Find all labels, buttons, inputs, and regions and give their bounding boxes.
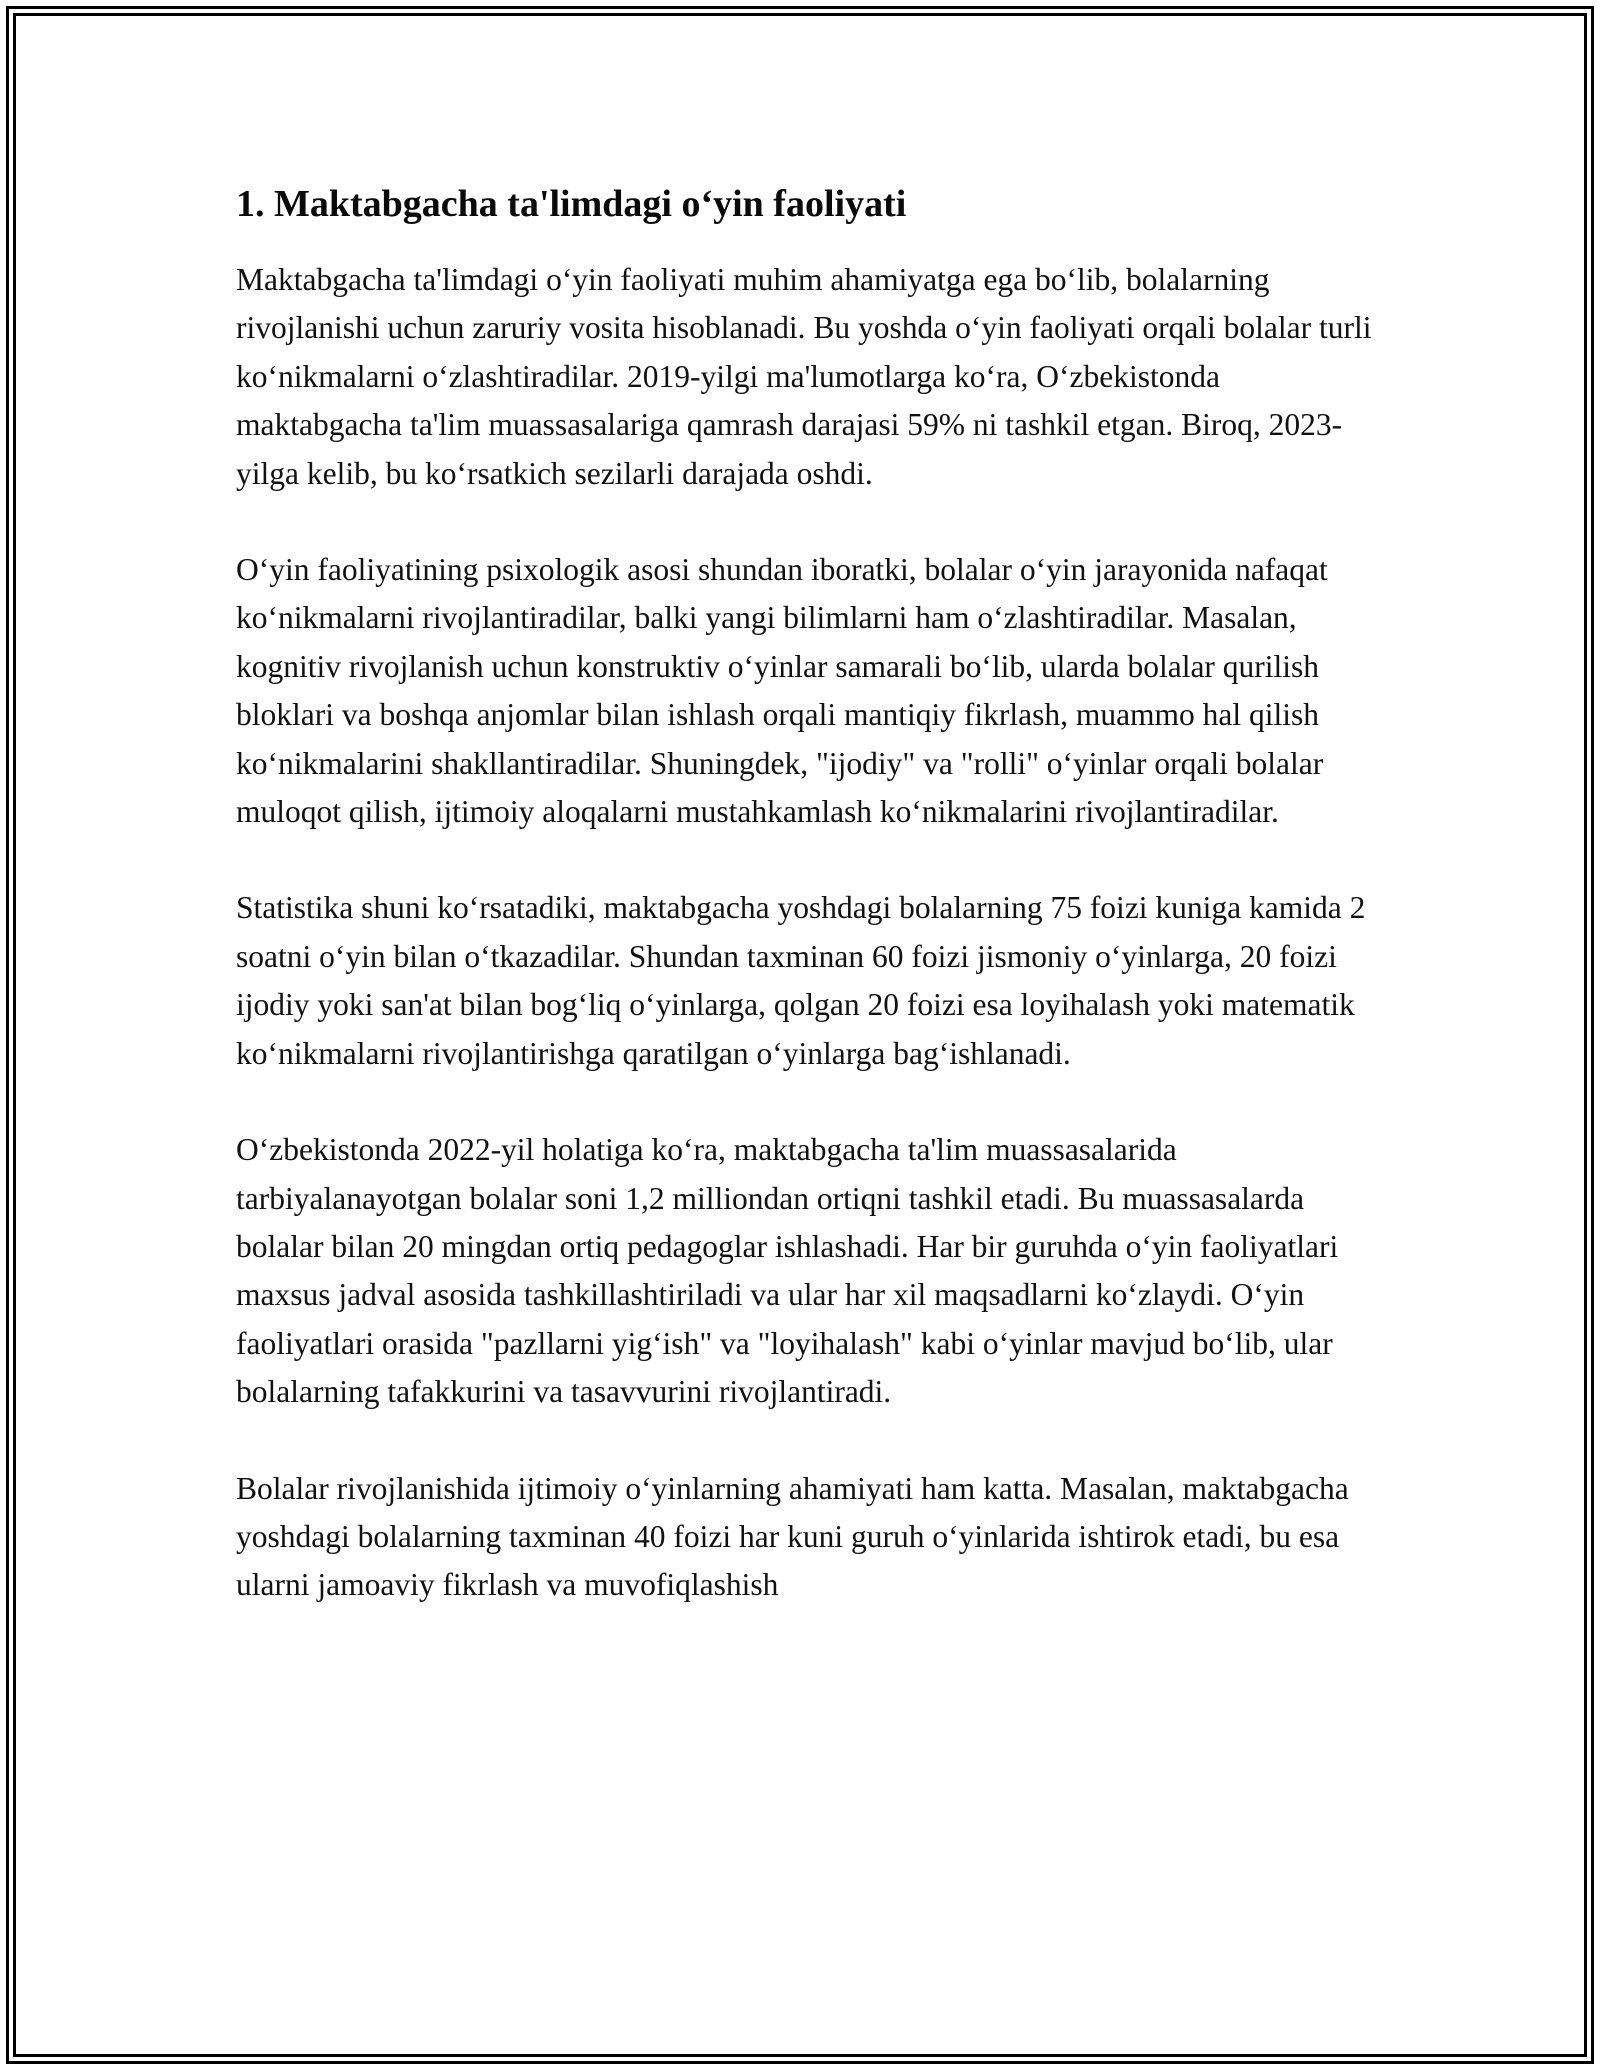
- paragraph-2: O‘yin faoliyatining psixologik asosi shundan iboratki, bolalar o‘yin jarayonida nafaqat ko‘nikmalarni rivojlantiradilar, balki yangi bilimlarni ham o‘zlashtiradilar. Masalan, kognitiv rivojlanish uchun konstruktiv o‘yinlar samarali bo‘lib, ularda bolalar qurilish bloklari va boshqa anjomlar bilan ishlash orqali mantiqiy fikrlash, muammo hal qilish ko‘nikmalarini shakllantiradilar. Shuningdek, "ijodiy" va "rolli" o‘yinlar orqali bolalar muloqot qilish, ijtimoiy aloqalarni mustahkamlash ko‘nikmalarini rivojlantiradilar.: [236, 552, 1328, 830]
- document-body: [236, 180, 1391, 1610]
- paragraph-1: Maktabgacha ta'limdagi o‘yin faoliyati muhim ahamiyatga ega bo‘lib, bolalarning rivojlanishi uchun zaruriy vosita hisoblanadi. Bu yoshda o‘yin faoliyati orqali bolalar turli ko‘nikmalarni o‘zlashtiradilar. 2019-yilgi ma'lumotlarga ko‘ra, O‘zbekistonda maktabgacha ta'lim muassasalariga qamrash darajasi 59% ni tashkil etgan. Biroq, 2023-yilga kelib, bu ko‘rsatkich sezilarli darajada oshdi.: [236, 262, 1372, 491]
- section-heading: 1. Maktabgacha ta'limdagi o‘yin faoliyati: [236, 183, 907, 225]
- paragraph-3: Statistika shuni ko‘rsatadiki, maktabgacha yoshdagi bolalarning 75 foizi kuniga kamida 2 soatni o‘yin bilan o‘tkazadilar. Shundan taxminan 60 foizi jismoniy o‘yinlarga, 20 foizi ijodiy yoki san'at bilan bog‘liq o‘yinlarga, qolgan 20 foizi esa loyihalash yoki matematik ko‘nikmalarni rivojlantirishga qaratilgan o‘yinlarga bag‘ishlanadi.: [236, 890, 1366, 1071]
- paragraph-5: Bolalar rivojlanishida ijtimoiy o‘yinlarning ahamiyati ham katta. Masalan, maktabgacha yoshdagi bolalarning taxminan 40 foizi har kuni guruh o‘yinlarida ishtirok etadi, bu esa ularni jamoaviy fikrlash va muvofiqlashish: [236, 1470, 1349, 1603]
- paragraph-4: O‘zbekistonda 2022-yil holatiga ko‘ra, maktabgacha ta'lim muassasalarida tarbiyalanayotgan bolalar soni 1,2 milliondan ortiqni tashkil etadi. Bu muassasalarda bolalar bilan 20 mingdan ortiq pedagoglar ishlashadi. Har bir guruhda o‘yin faoliyatlari maxsus jadval asosida tashkillashtiriladi va ular har xil maqsadlarni ko‘zlaydi. O‘yin faoliyatlari orasida "pazllarni yig‘ish" va "loyihalash" kabi o‘yinlar mavjud bo‘lib, ular bolalarning tafakkurini va tasavvurini rivojlantiradi.: [236, 1132, 1339, 1410]
